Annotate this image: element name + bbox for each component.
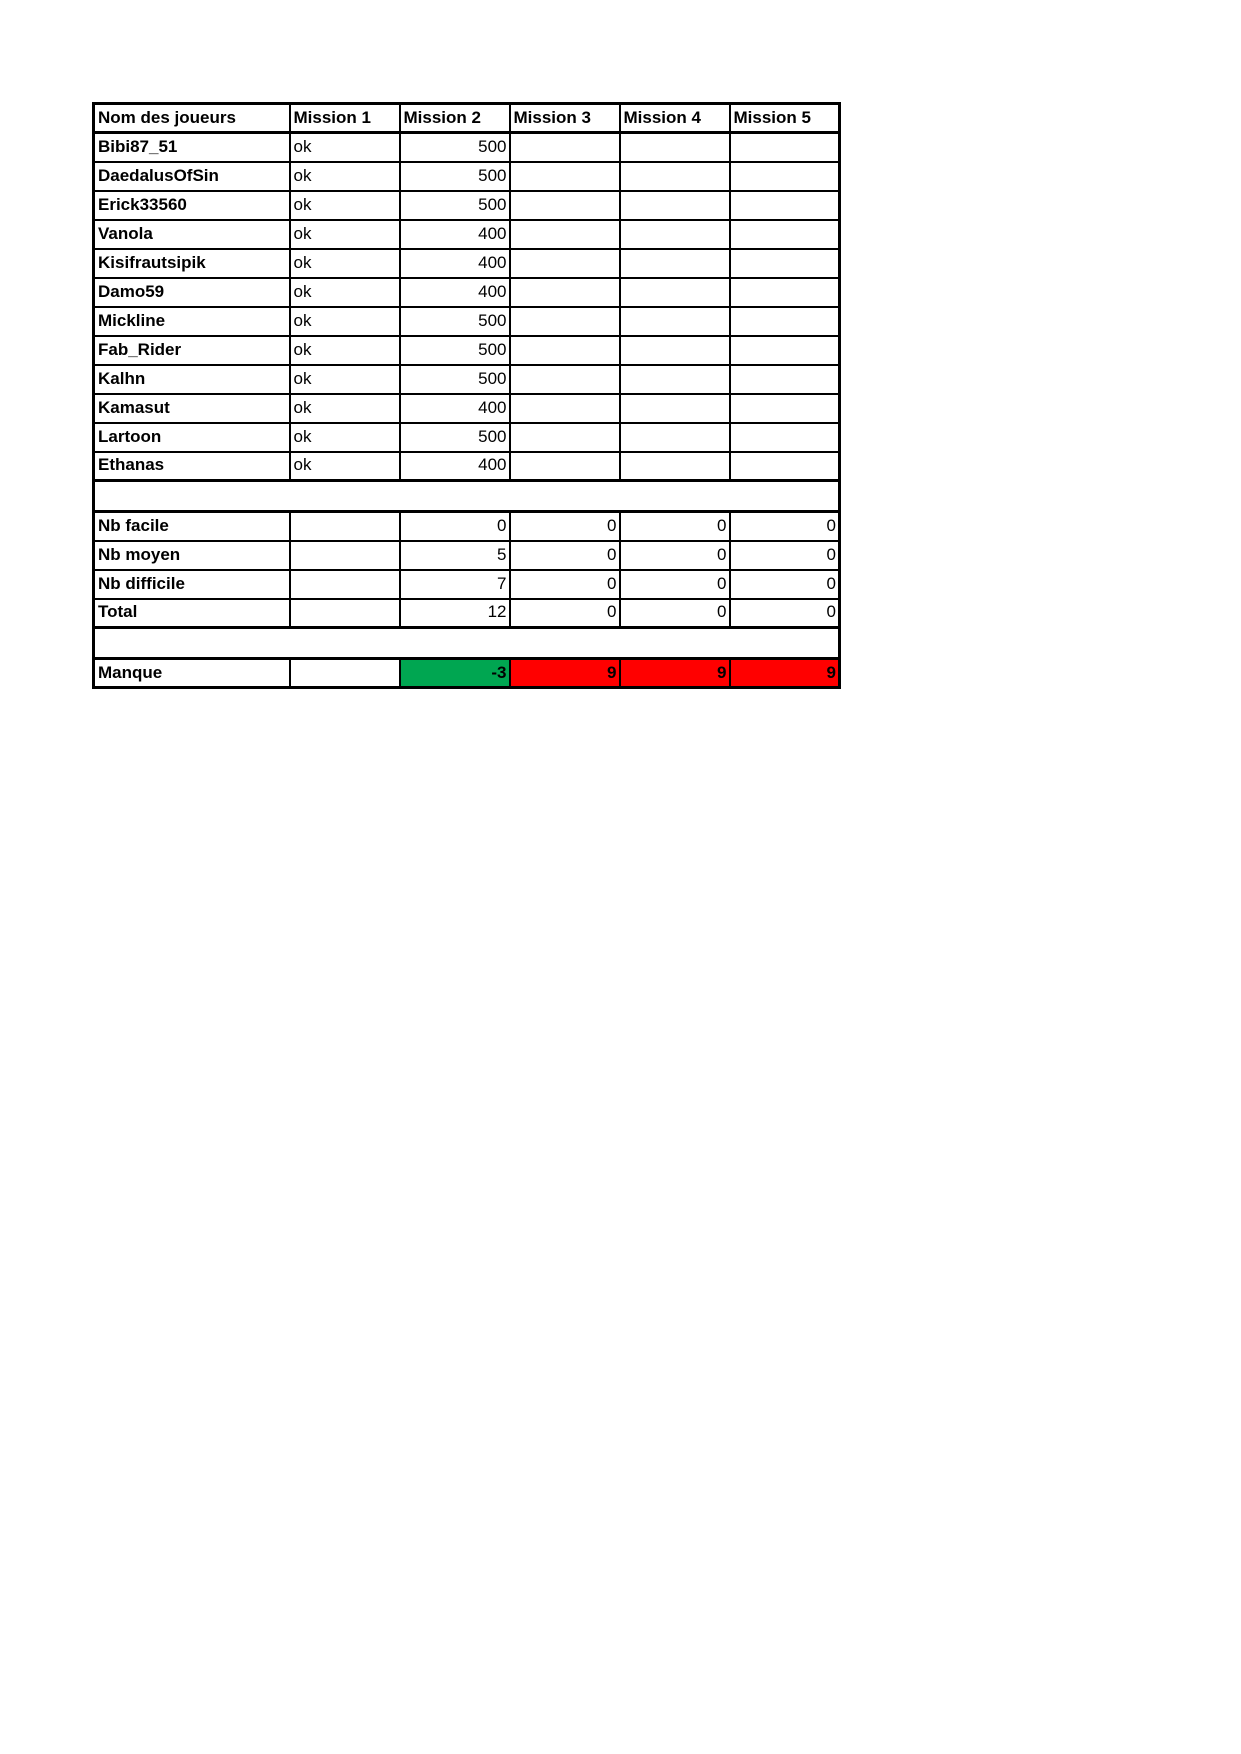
column-header-mission-5: Mission 5 — [730, 104, 840, 133]
summary-row-total — [94, 599, 840, 628]
mission4-score — [620, 162, 730, 191]
mission5-score — [730, 336, 840, 365]
mission5-manque: 9 — [730, 659, 840, 688]
mission5-score — [730, 191, 840, 220]
player-row — [94, 423, 840, 452]
mission5-score — [730, 278, 840, 307]
mission2-manque: -3 — [400, 659, 510, 688]
mission4-manque: 9 — [620, 659, 730, 688]
mission1-status: ok — [290, 452, 400, 481]
mission1-status: ok — [290, 249, 400, 278]
mission4-value: 0 — [620, 541, 730, 570]
mission3-score — [510, 249, 620, 278]
mission3-manque: 9 — [510, 659, 620, 688]
mission2-value: 0 — [400, 512, 510, 541]
empty-cell — [94, 481, 840, 512]
player-row — [94, 249, 840, 278]
mission3-score — [510, 423, 620, 452]
column-header-mission-2: Mission 2 — [400, 104, 510, 133]
spacer-row — [94, 628, 840, 659]
player-name: Mickline — [94, 307, 290, 336]
mission1-status: ok — [290, 307, 400, 336]
mission3-value: 0 — [510, 512, 620, 541]
mission2-score: 400 — [400, 278, 510, 307]
mission3-score — [510, 307, 620, 336]
player-row — [94, 365, 840, 394]
mission-score-table — [92, 102, 841, 689]
mission1-status: ok — [290, 423, 400, 452]
mission1-value — [290, 512, 400, 541]
column-header-players: Nom des joueurs — [94, 104, 290, 133]
summary-label: Nb facile — [94, 512, 290, 541]
mission2-score: 500 — [400, 365, 510, 394]
mission2-score: 500 — [400, 336, 510, 365]
player-name: Vanola — [94, 220, 290, 249]
mission3-score — [510, 394, 620, 423]
player-name: Fab_Rider — [94, 336, 290, 365]
summary-label: Nb difficile — [94, 570, 290, 599]
mission3-score — [510, 278, 620, 307]
player-row — [94, 162, 840, 191]
player-name: Lartoon — [94, 423, 290, 452]
mission5-value: 0 — [730, 599, 840, 628]
mission5-score — [730, 220, 840, 249]
mission2-score: 500 — [400, 162, 510, 191]
mission1-status: ok — [290, 278, 400, 307]
mission1-value — [290, 599, 400, 628]
mission4-score — [620, 336, 730, 365]
mission3-value: 0 — [510, 541, 620, 570]
mission3-value: 0 — [510, 570, 620, 599]
mission4-value: 0 — [620, 570, 730, 599]
summary-label: Total — [94, 599, 290, 628]
mission2-score: 500 — [400, 423, 510, 452]
column-header-mission-1: Mission 1 — [290, 104, 400, 133]
mission2-value: 12 — [400, 599, 510, 628]
mission4-score — [620, 307, 730, 336]
mission2-score: 400 — [400, 220, 510, 249]
column-header-mission-3: Mission 3 — [510, 104, 620, 133]
mission1-status: ok — [290, 162, 400, 191]
player-row — [94, 133, 840, 162]
mission4-score — [620, 394, 730, 423]
mission1-status: ok — [290, 220, 400, 249]
player-name: DaedalusOfSin — [94, 162, 290, 191]
mission4-score — [620, 191, 730, 220]
mission4-value: 0 — [620, 512, 730, 541]
spacer-row — [94, 481, 840, 512]
mission2-score: 400 — [400, 452, 510, 481]
summary-row — [94, 512, 840, 541]
player-name: Kisifrautsipik — [94, 249, 290, 278]
manque-row — [94, 659, 840, 688]
player-name: Erick33560 — [94, 191, 290, 220]
summary-label: Nb moyen — [94, 541, 290, 570]
mission4-value: 0 — [620, 599, 730, 628]
summary-row — [94, 541, 840, 570]
mission4-score — [620, 133, 730, 162]
mission5-score — [730, 452, 840, 481]
mission3-score — [510, 162, 620, 191]
player-name: Bibi87_51 — [94, 133, 290, 162]
mission5-score — [730, 162, 840, 191]
mission4-score — [620, 452, 730, 481]
mission5-value: 0 — [730, 541, 840, 570]
mission5-value: 0 — [730, 512, 840, 541]
mission5-score — [730, 307, 840, 336]
player-row — [94, 336, 840, 365]
mission3-score — [510, 336, 620, 365]
mission1-value — [290, 541, 400, 570]
player-row — [94, 278, 840, 307]
manque-label: Manque — [94, 659, 290, 688]
mission5-score — [730, 423, 840, 452]
player-name: Kalhn — [94, 365, 290, 394]
player-name: Damo59 — [94, 278, 290, 307]
mission3-score — [510, 220, 620, 249]
mission2-score: 400 — [400, 249, 510, 278]
player-row — [94, 394, 840, 423]
empty-cell — [94, 628, 840, 659]
mission4-score — [620, 278, 730, 307]
mission2-value: 5 — [400, 541, 510, 570]
mission2-score: 500 — [400, 191, 510, 220]
column-header-mission-4: Mission 4 — [620, 104, 730, 133]
player-row — [94, 220, 840, 249]
mission2-score: 400 — [400, 394, 510, 423]
mission1-manque — [290, 659, 400, 688]
mission2-score: 500 — [400, 133, 510, 162]
player-row — [94, 307, 840, 336]
mission1-status: ok — [290, 394, 400, 423]
player-name: Kamasut — [94, 394, 290, 423]
mission5-score — [730, 394, 840, 423]
mission1-status: ok — [290, 336, 400, 365]
mission1-status: ok — [290, 365, 400, 394]
mission3-score — [510, 133, 620, 162]
mission5-value: 0 — [730, 570, 840, 599]
mission2-value: 7 — [400, 570, 510, 599]
mission2-score: 500 — [400, 307, 510, 336]
mission4-score — [620, 423, 730, 452]
header-row — [94, 104, 840, 133]
mission3-score — [510, 365, 620, 394]
mission5-score — [730, 133, 840, 162]
mission4-score — [620, 249, 730, 278]
mission1-value — [290, 570, 400, 599]
player-row — [94, 191, 840, 220]
summary-row — [94, 570, 840, 599]
mission1-status: ok — [290, 133, 400, 162]
player-name: Ethanas — [94, 452, 290, 481]
mission4-score — [620, 365, 730, 394]
mission4-score — [620, 220, 730, 249]
mission5-score — [730, 365, 840, 394]
mission3-score — [510, 452, 620, 481]
mission3-score — [510, 191, 620, 220]
mission5-score — [730, 249, 840, 278]
player-row — [94, 452, 840, 481]
mission3-value: 0 — [510, 599, 620, 628]
mission1-status: ok — [290, 191, 400, 220]
